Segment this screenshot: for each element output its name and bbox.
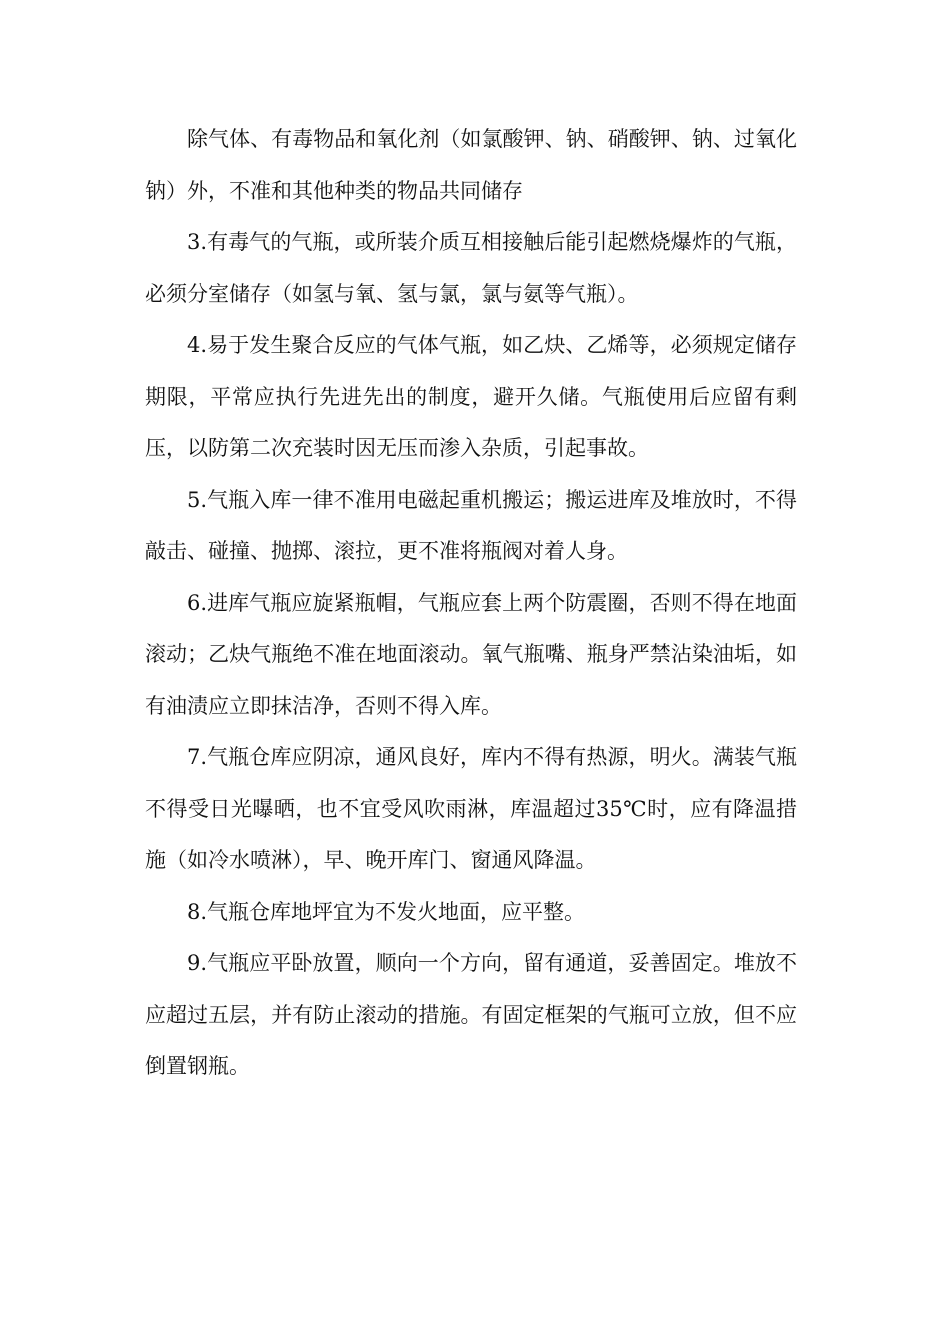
paragraph-item-8: 8.气瓶仓库地坪宜为不发火地面，应平整。 — [187, 899, 586, 924]
paragraph-item-9: 9.气瓶应平卧放置，顺向一个方向，留有通道，妥善固定。堆放不应超过五层，并有防止滚动的措施。有固定框架的气瓶可立放，但不应倒置钢瓶。 — [145, 951, 797, 1078]
document-body — [145, 114, 797, 1093]
paragraph-item-5: 5.气瓶入库一律不准用电磁起重机搬运；搬运进库及堆放时，不得敲击、碰撞、抛掷、滚拉，更不准将瓶阀对着人身。 — [145, 487, 797, 563]
paragraph-item-3: 3.有毒气的气瓶，或所装介质互相接触后能引起燃烧爆炸的气瓶，必须分室储存（如氢与氧、氢与氯，氯与氨等气瓶）。 — [145, 230, 797, 306]
paragraph-item-6: 6.进库气瓶应旋紧瓶帽，气瓶应套上两个防震圈，否则不得在地面滚动；乙炔气瓶绝不准在地面滚动。氧气瓶嘴、瓶身严禁沾染油垢，如有油渍应立即抹洁净，否则不得入库。 — [145, 590, 797, 718]
paragraph-continued: 除气体、有毒物品和氧化剂（如氯酸钾、钠、硝酸钾、钠、过氧化钠）外，不准和其他种类的物品共同储存 — [145, 127, 797, 203]
paragraph-item-7: 7.气瓶仓库应阴凉，通风良好，库内不得有热源，明火。满装气瓶不得受日光曝晒，也不宜受风吹雨淋，库温超过35℃时，应有降温措施（如冷水喷淋），早、晚开库门、窗通风降温。 — [145, 745, 797, 872]
paragraph-item-4: 4.易于发生聚合反应的气体气瓶，如乙炔、乙烯等，必须规定储存期限，平常应执行先进先出的制度，避开久储。气瓶使用后应留有剩压，以防第二次充装时因无压而渗入杂质，引起事故。 — [145, 333, 797, 460]
